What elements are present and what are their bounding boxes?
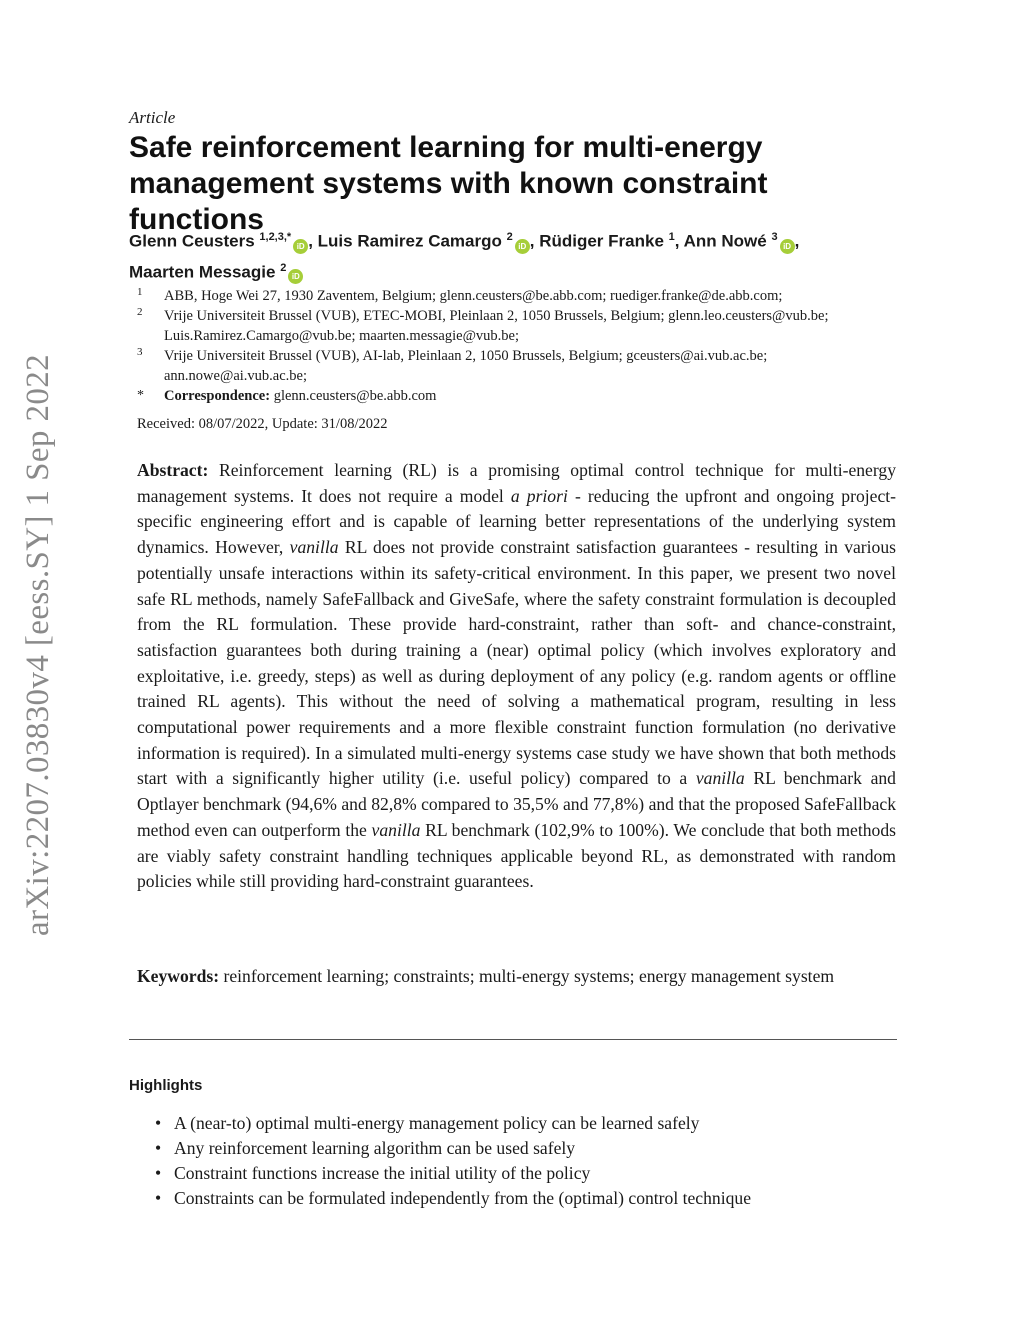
article-type: Article	[129, 108, 176, 127]
correspondence	[137, 386, 907, 406]
author-name: Glenn Ceusters	[129, 231, 255, 251]
orcid-icon[interactable]: iD	[515, 239, 530, 254]
affiliation-text: ABB, Hoge Wei 27, 1930 Zaventem, Belgium; glenn.ceusters@be.abb.com; ruediger.franke@de.abb.com;	[164, 288, 783, 304]
affiliation-marker: 2	[137, 306, 143, 318]
affiliation-item	[137, 306, 907, 346]
author-affiliation-marker: 1	[668, 231, 675, 243]
author-affiliation-marker: 1,2,3,*	[259, 231, 292, 243]
author-affiliation-marker: 3	[771, 231, 778, 243]
abstract-text: Reinforcement learning (RL) is a promising optimal control technique for multi-energy management systems. It does not require a model	[137, 460, 896, 506]
keywords	[137, 964, 896, 990]
author-list: Glenn Ceusters $^{1,2,3,*}$iD , Luis Ramirez Camargo $^2$iD , Rüdiger Franke $^1$, Ann Nowé $^3$iD , Maarten Messagie $^2$iD	[129, 224, 899, 285]
affiliation-item	[137, 346, 907, 386]
highlights-heading: Highlights	[129, 1077, 203, 1094]
affiliation-text: Vrije Universiteit Brussel (VUB), AI-lab, Pleinlaan 2, 1050 Brussels, Belgium; gceusters@ai.vub.ac.be; ann.nowe@ai.vub.ac.be;	[164, 348, 768, 384]
abstract-label: Abstract:	[137, 460, 209, 480]
abstract-text: RL benchmark and Optlayer benchmark (94,6% and 82,8% compared to 35,5% and 77,8%) and that the proposed SafeFallback method even can outperform the	[137, 768, 896, 840]
orcid-icon[interactable]: iD	[780, 239, 795, 254]
paper-title: Safe reinforcement learning for multi-energy management systems with known constraint functions	[129, 131, 768, 236]
highlights-list	[155, 1111, 751, 1211]
keywords-label: Keywords:	[137, 966, 220, 986]
affiliation-item	[137, 286, 907, 306]
affiliation-marker: 1	[137, 286, 143, 298]
abstract	[137, 458, 896, 895]
orcid-icon[interactable]: iD	[288, 269, 303, 284]
affiliations	[137, 286, 907, 406]
arxiv-stamp: arXiv:2207.03830v4 [eess.SY] 1 Sep 2022	[20, 353, 56, 936]
highlight-item: • A (near-to) optimal multi-energy management policy can be learned safely	[155, 1111, 751, 1136]
highlight-item: • Any reinforcement learning algorithm can be used safely	[155, 1136, 751, 1161]
abstract-emphasis: vanilla	[695, 768, 745, 789]
received-date: Received: 08/07/2022, Update: 31/08/2022	[137, 416, 388, 432]
keywords-text: reinforcement learning; constraints; multi-energy systems; energy management system	[219, 966, 835, 986]
affiliation-marker: 3	[137, 346, 143, 358]
highlight-item: • Constraints can be formulated independently from the (optimal) control technique	[155, 1186, 751, 1211]
abstract-text: RL does not provide constraint satisfaction guarantees - resulting in various potentially unsafe interactions within its safety-critical environment. In this paper, we present two novel safe RL methods, namely SafeFallback and GiveSafe, where the safety constraint formulation is decoupled from the RL formulation. These provide hard-constraint, rather than soft- and chance-constraint, satisfaction guarantees both during training a (near) optimal policy (which involves exploratory and exploitative, i.e. greedy, steps) as well as during deployment of any policy (e.g. random agents or offline trained RL agents). This without the need of solving a mathematical program, resulting in less computational power requirements and a more flexible constraint function formulation (no derivative information is required). In a simulated multi-energy systems case study we have shown that both methods start with a significantly higher utility (i.e. useful policy) compared to a	[137, 537, 896, 789]
abstract-emphasis: a priori	[510, 485, 568, 506]
abstract-emphasis: vanilla	[289, 537, 339, 558]
abstract-emphasis: vanilla	[371, 819, 421, 840]
abstract-text: RL benchmark (102,9% to 100%). We conclude that both methods are viably safety constraint handling techniques applicable beyond RL, as demonstrated with random policies while still providing hard-constraint guarantees.	[137, 819, 896, 892]
affiliation-text: Vrije Universiteit Brussel (VUB), ETEC-MOBI, Pleinlaan 2, 1050 Brussels, Belgium; glenn.leo.ceusters@vub.be; Luis.Ramirez.Camargo@vub.be; maarten.messagie@vub.be;	[164, 308, 829, 344]
author-name: Maarten Messagie	[129, 262, 276, 282]
abstract-text: - reducing the upfront and ongoing project-specific engineering effort and is capable of learning better representations of the underlying system dynamics. However,	[137, 485, 897, 558]
author-name: Luis Ramirez Camargo	[317, 231, 502, 251]
highlight-item: • Constraint functions increase the initial utility of the policy	[155, 1161, 751, 1186]
author-affiliation-marker: 2	[506, 231, 513, 243]
correspondence-email[interactable]: glenn.ceusters@be.abb.com	[273, 388, 437, 404]
author-affiliation-marker: 2	[280, 261, 287, 274]
correspondence-label: Correspondence:	[164, 388, 271, 404]
orcid-icon[interactable]: iD	[293, 239, 308, 254]
correspondence-marker: *	[137, 388, 144, 403]
section-divider	[129, 1039, 897, 1040]
author-name: Ann Nowé	[683, 231, 767, 251]
author-name: Rüdiger Franke	[539, 231, 664, 251]
